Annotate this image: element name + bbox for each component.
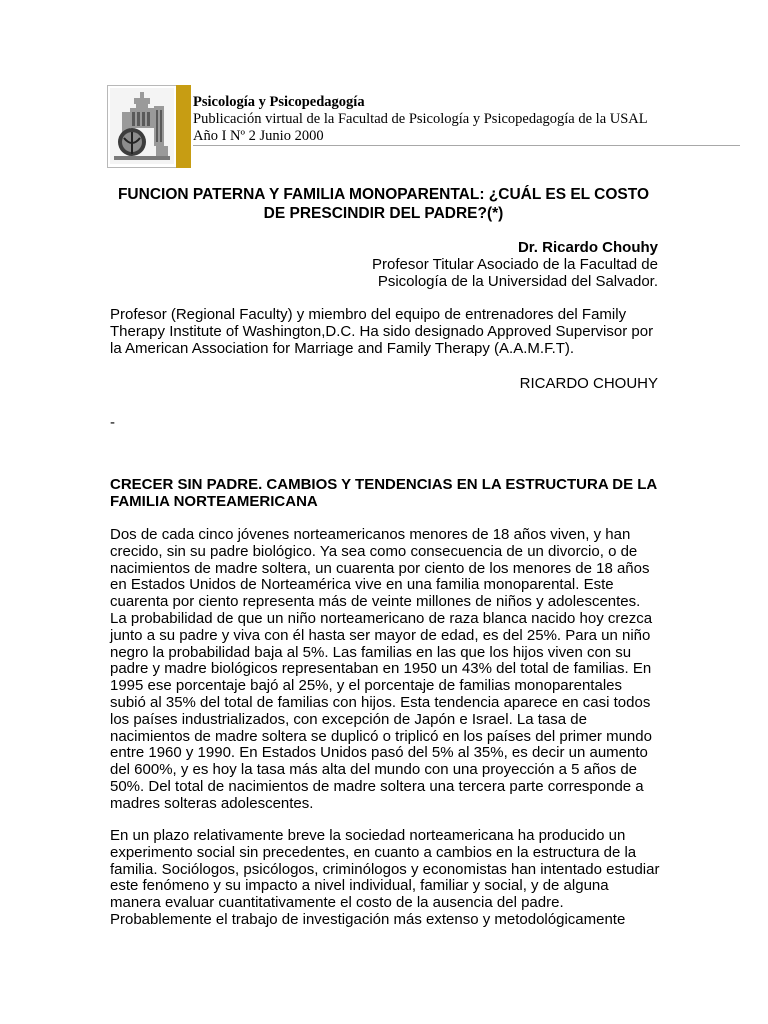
journal-title: Psicología y Psicopedagogía	[193, 94, 365, 110]
author-block	[300, 239, 658, 290]
journal-issue: Año I Nº 2 Junio 2000	[193, 128, 324, 144]
logo-accent-stripe	[176, 85, 191, 168]
section-heading: CRECER SIN PADRE. CAMBIOS Y TENDENCIAS EN LA ESTRUCTURA DE LA FAMILIA NORTEAMERICANA	[110, 476, 657, 510]
author-affiliation-line-1: Profesor Titular Asociado de la Facultad de	[372, 256, 658, 273]
publication-info	[193, 94, 648, 145]
article-title: FUNCION PATERNA Y FAMILIA MONOPARENTAL: ¿CUÁL ES EL COSTO DE PRESCINDIR DEL PADRE?(*)	[117, 186, 650, 222]
author-name: Dr. Ricardo Chouhy	[517, 239, 658, 256]
author-signature: RICARDO CHOUHY	[519, 375, 658, 392]
header-divider	[193, 145, 740, 146]
author-bio: Profesor (Regional Faculty) y miembro del equipo de entrenadores del Family Therapy Institute of Washington,D.C. Ha sido designado Approved Supervisor por la American Association for Marriage and Family Therapy (A.A.M.F.T).	[110, 306, 654, 357]
separator-dash: -	[110, 414, 115, 431]
author-affiliation-line-2: Psicología de la Universidad del Salvador.	[377, 273, 658, 290]
body-paragraph-2: En un plazo relativamente breve la sociedad norteamericana ha producido un experimento social sin precedentes, en cuanto a cambios en la estructura de la familia. Sociólogos, psicólogos, criminólogos y economistas han intentado estudiar este fenómeno y su impacto a nivel individual, familiar y social, y de alguna manera evaluar cuantitativamente el costo de la ausencia del padre. Probablemente el trabajo de investigación más extenso y metodológicamente	[110, 827, 660, 928]
journal-subtitle: Publicación virtual de la Facultad de Psicología y Psicopedagogía de la USAL	[193, 111, 648, 127]
body-paragraph-1: Dos de cada cinco jóvenes norteamericanos menores de 18 años viven, y han crecido, sin su padre biológico. Ya sea como consecuencia de un divorcio, o de nacimientos de madre soltera, un cuarenta por ciento de los menores de 18 años en Estados Unidos de Norteamérica vive en una familia monoparental. Este cuarenta por ciento representa más de veinte millones de niños y adolescentes. La probabilidad de que un niño norteamericano de raza blanca nacido hoy crezca junto a su padre y viva con él hasta ser mayor de edad, es del 25%. Para un niño negro la probabilidad baja al 5%. Las familias en las que los hijos viven con su padre y madre biológicos representaban en 1950 un 43% del total de familias. En 1995 ese porcentaje bajó al 25%, y el porcentaje de familias monoparentales subió al 35% del total de familias con hijos. Esta tendencia aparece en casi todos los países industrializados, con excepción de Japón e Israel. La tasa de nacimientos de madre soltera se duplicó o triplicó en los países del primer mundo entre 1960 y 1990. En Estados Unidos pasó del 5% al 35%, es decir un aumento del 600%, y es hoy la tasa más alta del mundo con una proyección a 5 años de 50%. Del total de nacimientos de madre soltera una tercera parte corresponde a madres solteras adolescentes.	[110, 526, 653, 812]
lighthouse-emblem-icon	[110, 88, 174, 164]
